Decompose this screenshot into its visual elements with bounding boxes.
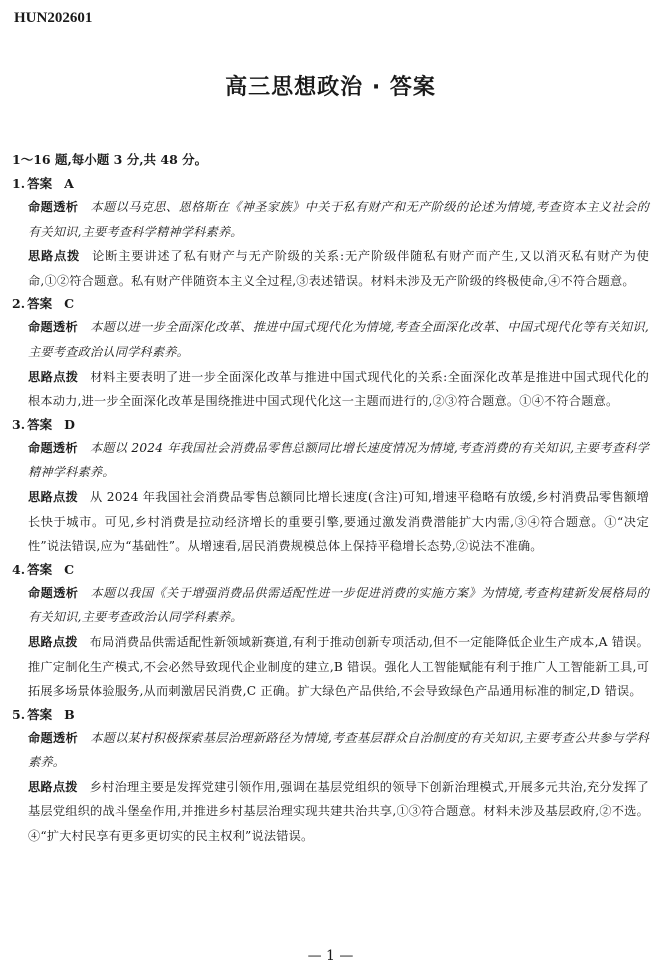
hint-label: 思路点拨 xyxy=(28,489,79,504)
analysis-text: 本题以马克思、恩格斯在《神圣家族》中关于私有财产和无产阶级的论述为情境,考查资本主义社会的有关知识,主要考查科学精神学科素养。 xyxy=(28,200,649,239)
question-2 xyxy=(12,293,649,413)
hint-text: 乡村治理主要是发挥党建引领作用,强调在基层党组织的领导下创新治理模式,开展多元共治,充分发挥了基层党组织的战斗堡垒作用,并推进乡村基层治理实现共建共治共享,①③符合题意。材料未涉及基层政府,②不选。④“扩大村民享有更多更切实的民主权利”说法错误。 xyxy=(28,779,649,844)
analysis-block xyxy=(28,726,649,775)
answer-value: C xyxy=(64,296,75,312)
answer-value: A xyxy=(64,176,74,191)
hint-text: 布局消费品供需适配性新领域新赛道,有利于推动创新专项活动,但不一定能降低企业生产成本,A 错误。推广定制化生产模式,不会必然导致现代企业制度的建立,B 错误。强化人工智能赋能有利于推广人工智能新工具,可拓展多场景体验服务,从而刺激居民消费,C 正确。扩大绿色产品供给,不会导致绿色产品通用标准的制定,D 错误。 xyxy=(28,634,649,699)
analysis-label: 命题透析 xyxy=(28,320,79,335)
hint-label: 思路点拨 xyxy=(28,369,79,384)
hint-block xyxy=(28,775,649,849)
question-number: 4. xyxy=(12,561,26,577)
document-code: HUN202601 xyxy=(14,10,93,26)
question-header xyxy=(12,704,649,726)
question-header xyxy=(12,414,649,436)
question-header xyxy=(12,173,649,195)
answer-label: 答案 xyxy=(27,416,53,432)
answer-label: 答案 xyxy=(27,706,53,722)
answer-value: B xyxy=(64,706,75,722)
answer-value: D xyxy=(64,416,75,432)
analysis-block xyxy=(28,581,649,630)
analysis-text: 本题以我国《关于增强消费品供需适配性进一步促进消费的实施方案》为情境,考查构建新发展格局的有关知识,主要考查政治认同学科素养。 xyxy=(28,585,649,625)
question-3 xyxy=(12,414,649,559)
analysis-label: 命题透析 xyxy=(28,585,79,600)
question-4 xyxy=(12,559,649,704)
page-number: — 1 — xyxy=(307,948,354,964)
hint-label: 思路点拨 xyxy=(28,634,78,649)
hint-text: 论断主要讲述了私有财产与无产阶级的关系:无产阶级伴随私有财产而产生,又以消灭私有财产为使命,①②符合题意。私有财产伴随资本主义全过程,③表述错误。材料未涉及无产阶级的终极使命,④不符合题意。 xyxy=(28,249,649,288)
answer-label: 答案 xyxy=(27,296,53,312)
hint-label: 思路点拨 xyxy=(28,779,78,794)
question-1 xyxy=(12,173,649,293)
question-header xyxy=(12,293,649,315)
hint-label: 思路点拨 xyxy=(28,249,81,264)
analysis-text: 本题以进一步全面深化改革、推进中国式现代化为情境,考查全面深化改革、中国式现代化等有关知识,主要考查政治认同学科素养。 xyxy=(28,320,649,359)
answer-label: 答案 xyxy=(27,176,53,191)
hint-block xyxy=(28,244,649,293)
analysis-label: 命题透析 xyxy=(28,730,79,745)
hint-block xyxy=(28,365,649,414)
question-5 xyxy=(12,704,649,849)
analysis-text: 本题以某村积极探索基层治理新路径为情境,考查基层群众自治制度的有关知识,主要考查公共参与学科素养。 xyxy=(28,730,649,770)
analysis-text: 本题以 2024 年我国社会消费品零售总额同比增长速度情况为情境,考查消费的有关知识,主要考查科学精神学科素养。 xyxy=(28,440,649,480)
analysis-label: 命题透析 xyxy=(28,440,78,455)
answer-list xyxy=(12,173,649,849)
analysis-block xyxy=(28,315,649,364)
question-number: 5. xyxy=(12,706,26,722)
hint-block xyxy=(28,485,649,559)
scoring-note: 1～16 题,每小题 3 分,共 48 分。 xyxy=(12,152,208,167)
question-number: 1. xyxy=(12,176,26,191)
page-title: 高三思想政治 · 答案 xyxy=(225,75,436,100)
question-number: 3. xyxy=(12,416,26,432)
hint-block xyxy=(28,630,649,704)
analysis-label: 命题透析 xyxy=(28,200,79,214)
analysis-block xyxy=(28,195,649,244)
answer-value: C xyxy=(64,561,75,577)
analysis-block xyxy=(28,436,649,485)
question-header xyxy=(12,559,649,581)
question-number: 2. xyxy=(12,296,26,312)
answer-label: 答案 xyxy=(27,561,53,577)
hint-text: 材料主要表明了进一步全面深化改革与推进中国式现代化的关系:全面深化改革是推进中国式现代化的根本动力,进一步全面深化改革是围绕推进中国式现代化这一主题而进行的,②③符合题意。①④不符合题意。 xyxy=(28,369,649,409)
hint-text: 从 2024 年我国社会消费品零售总额同比增长速度(含注)可知,增速平稳略有放缓,乡村消费品零售额增长快于城市。可见,乡村消费是拉动经济增长的重要引擎,要通过激发消费潜能扩大内需,③④符合题意。①“决定性”说法错误,应为“基础性”。从增速看,居民消费规模总体上保持平稳增长态势,②说法不准确。 xyxy=(28,489,649,554)
